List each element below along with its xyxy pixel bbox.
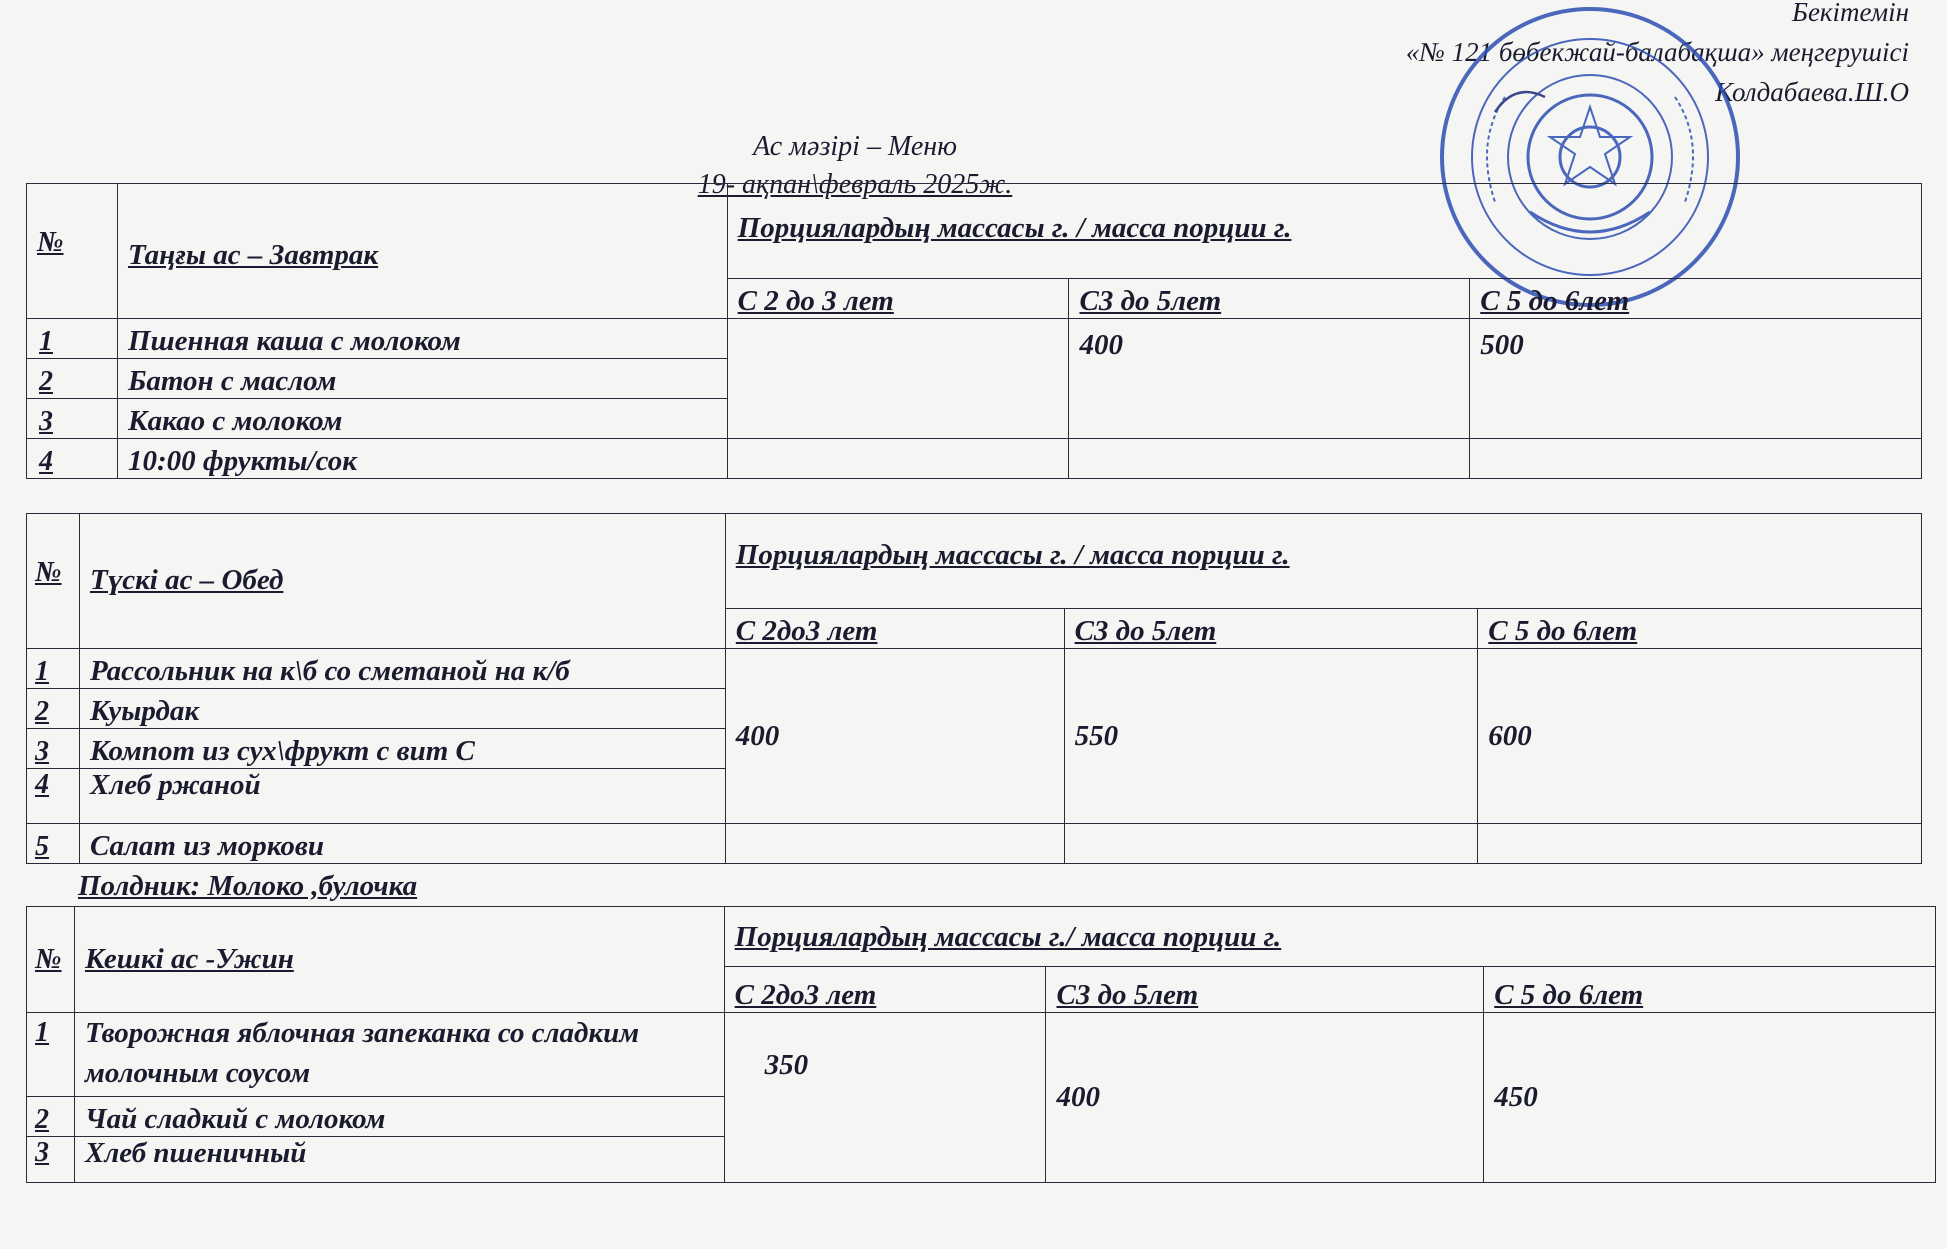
breakfast-age-header-2: С3 до 5лет: [1069, 279, 1470, 319]
dinner-value-3: 450: [1484, 1013, 1936, 1183]
lunch-item-name: Хлеб ржаной: [79, 769, 725, 824]
lunch-empty-cell: [1478, 824, 1922, 864]
lunch-num-header: №: [27, 514, 80, 649]
breakfast-item-name: Пшенная каша с молоком: [117, 319, 727, 359]
lunch-item-name: Рассольник на к\б со сметаной на к/б: [79, 649, 725, 689]
dinner-value-2: 400: [1046, 1013, 1484, 1183]
breakfast-empty-cell: [727, 439, 1069, 479]
lunch-item-name: Салат из моркови: [79, 824, 725, 864]
lunch-item-num: 2: [27, 689, 80, 729]
breakfast-item-num: 4: [27, 439, 118, 479]
breakfast-item-num: 3: [27, 399, 118, 439]
approval-line-2: «№ 121 бөбекжай-балабақша» меңгерушісі: [1405, 37, 1909, 67]
breakfast-value-2: 400: [1069, 319, 1470, 439]
lunch-item-name: Куырдак: [79, 689, 725, 729]
lunch-item-name: Компот из сух\фрукт с вит С: [79, 729, 725, 769]
lunch-item-num: 5: [27, 824, 80, 864]
lunch-item-num: 1: [27, 649, 80, 689]
lunch-value-3: 600: [1478, 649, 1922, 824]
breakfast-empty-cell: [1069, 439, 1470, 479]
snack-line: Полдник: Молоко ,булочка: [78, 870, 418, 902]
dinner-age-header-3: С 5 до 6лет: [1484, 967, 1936, 1013]
lunch-value-1: 400: [725, 649, 1064, 824]
dinner-item-num: 3: [27, 1137, 75, 1183]
breakfast-item-name: Какао с молоком: [117, 399, 727, 439]
breakfast-value-3: 500: [1470, 319, 1922, 439]
lunch-mass-header: Порциялардың массасы г. / масса порции г.: [725, 514, 1921, 609]
lunch-age-header-3: С 5 до 6лет: [1478, 609, 1922, 649]
dinner-value-1: 350: [724, 1013, 1046, 1183]
breakfast-meal-header: Таңғы ас – Завтрак: [117, 184, 727, 319]
dinner-item-name: Хлеб пшеничный: [74, 1137, 724, 1183]
breakfast-item-name: Батон с маслом: [117, 359, 727, 399]
breakfast-item-num: 1: [27, 319, 118, 359]
dinner-table: [26, 906, 1936, 1183]
menu-title-line-1: Ас мәзірі – Меню: [753, 131, 957, 162]
dinner-item-num: 1: [27, 1013, 75, 1097]
breakfast-value-1: [727, 319, 1069, 439]
dinner-num-header: №: [27, 907, 75, 1013]
lunch-value-2: 550: [1064, 649, 1478, 824]
dinner-item-num: 2: [27, 1097, 75, 1137]
dinner-item-name: Чай сладкий с молоком: [74, 1097, 724, 1137]
menu-date: 19- ақпан\февраль 2025ж.: [697, 169, 1013, 200]
dinner-meal-header: Кешкі ас -Ужин: [74, 907, 724, 1013]
breakfast-empty-cell: [1470, 439, 1922, 479]
breakfast-item-name: 10:00 фрукты/сок: [117, 439, 727, 479]
lunch-empty-cell: [1064, 824, 1478, 864]
dinner-mass-header: Порциялардың массасы г./ масса порции г.: [724, 907, 1935, 967]
dinner-age-header-2: С3 до 5лет: [1046, 967, 1484, 1013]
lunch-item-num: 4: [27, 769, 80, 824]
lunch-table: [26, 513, 1922, 864]
approval-line-1: Бекітемін: [1792, 0, 1909, 27]
breakfast-mass-header: Порциялардың массасы г. / масса порции г.: [727, 184, 1921, 279]
breakfast-num-header: №: [27, 184, 118, 319]
lunch-age-header-1: С 2до3 лет: [725, 609, 1064, 649]
dinner-item-name: Творожная яблочная запеканка со сладким молочным соусом: [74, 1013, 724, 1097]
breakfast-item-num: 2: [27, 359, 118, 399]
lunch-empty-cell: [725, 824, 1064, 864]
lunch-age-header-2: С3 до 5лет: [1064, 609, 1478, 649]
lunch-meal-header: Түскі ас – Обед: [79, 514, 725, 649]
breakfast-table: [26, 183, 1922, 479]
dinner-age-header-1: С 2до3 лет: [724, 967, 1046, 1013]
lunch-item-num: 3: [27, 729, 80, 769]
breakfast-age-header-3: С 5 до 6лет: [1470, 279, 1922, 319]
approval-line-3: Колдабаева.Ш.О: [1715, 77, 1909, 107]
breakfast-age-header-1: С 2 до 3 лет: [727, 279, 1069, 319]
